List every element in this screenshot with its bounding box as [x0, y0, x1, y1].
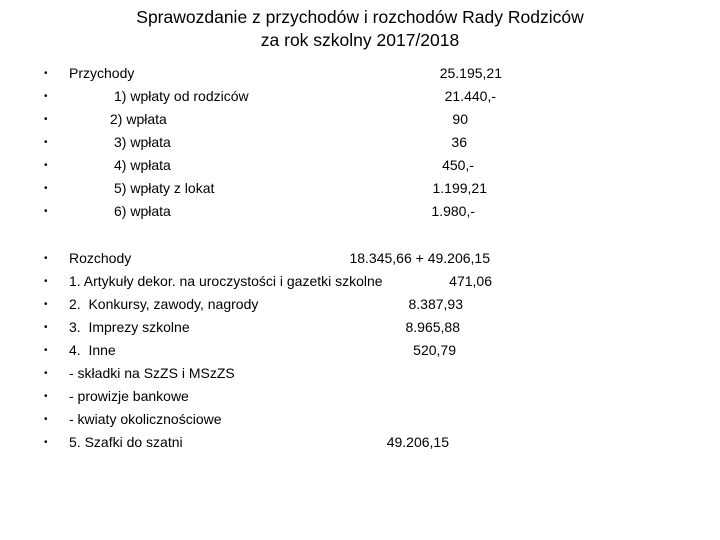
- expense-item-amount: 8.965,88: [405, 319, 460, 335]
- expense-item-label: 4. Inne: [69, 342, 116, 358]
- expense-item-label: - składki na SzZS i MSzZS: [69, 365, 235, 381]
- expense-item-label: - prowizje bankowe: [69, 388, 189, 404]
- income-item-amount: 90: [452, 111, 468, 127]
- bullet: •: [44, 137, 48, 148]
- income-item-amount: 450,-: [442, 157, 474, 173]
- report-title: [0, 6, 720, 52]
- bullet: •: [44, 322, 48, 333]
- bullet: •: [44, 68, 48, 79]
- expense-item-label: 3. Imprezy szkolne: [69, 319, 190, 335]
- income-item-row: [0, 154, 720, 177]
- bullet: •: [44, 345, 48, 356]
- bullet: •: [44, 391, 48, 402]
- expense-item-row: [0, 362, 720, 385]
- income-header-row: [0, 62, 720, 85]
- income-item-label: 1) wpłaty od rodziców: [114, 88, 249, 104]
- expense-item-amount: 520,79: [413, 342, 456, 358]
- expense-item-row: [0, 431, 720, 454]
- expense-item-label: 2. Konkursy, zawody, nagrody: [69, 296, 259, 312]
- expense-item-row: [0, 385, 720, 408]
- income-item-row: [0, 131, 720, 154]
- expense-item-label: 1. Artykuły dekor. na uroczystości i gazetki szkolne: [69, 273, 383, 289]
- income-item-row: [0, 177, 720, 200]
- report-title-line-2: za rok szkolny 2017/2018: [260, 30, 460, 50]
- bullet: •: [44, 299, 48, 310]
- income-total-amount: 25.195,21: [439, 65, 502, 81]
- income-item-label: 6) wpłata: [114, 203, 171, 219]
- bullet: •: [44, 414, 48, 425]
- expense-item-row: [0, 270, 720, 293]
- bullet: •: [44, 276, 48, 287]
- income-item-row: [0, 108, 720, 131]
- expenses-header-label: Rozchody: [69, 250, 132, 266]
- expense-item-row: [0, 408, 720, 431]
- bullet: •: [44, 114, 48, 125]
- expense-item-label: 5. Szafki do szatni: [69, 434, 183, 450]
- bullet: •: [44, 183, 48, 194]
- expense-item-row: [0, 316, 720, 339]
- income-item-row: [0, 200, 720, 223]
- income-item-amount: 21.440,-: [444, 88, 496, 104]
- report-title-line-1: Sprawozdanie z przychodów i rozchodów Rady Rodziców: [136, 7, 584, 27]
- income-header-label: Przychody: [69, 65, 135, 81]
- bullet: •: [44, 437, 48, 448]
- bullet: •: [44, 206, 48, 217]
- expense-item-amount: 8.387,93: [408, 296, 463, 312]
- expense-item-amount: 471,06: [449, 273, 492, 289]
- bullet: •: [44, 253, 48, 264]
- expense-item-row: [0, 339, 720, 362]
- bullet: •: [44, 91, 48, 102]
- income-item-label: 4) wpłata: [114, 157, 171, 173]
- expense-item-amount: 49.206,15: [386, 434, 449, 450]
- bullet: •: [44, 160, 48, 171]
- income-item-label: 3) wpłata: [114, 134, 171, 150]
- income-item-label: 2) wpłata: [110, 111, 167, 127]
- expenses-total-amount: 18.345,66 + 49.206,15: [349, 250, 490, 266]
- income-item-row: [0, 85, 720, 108]
- income-item-amount: 1.980,-: [431, 203, 475, 219]
- expense-item-label: - kwiaty okolicznościowe: [69, 411, 222, 427]
- expense-item-row: [0, 293, 720, 316]
- income-item-amount: 1.199,21: [432, 180, 487, 196]
- income-item-amount: 36: [451, 134, 467, 150]
- expenses-header-row: [0, 247, 720, 270]
- income-item-label: 5) wpłaty z lokat: [114, 180, 215, 196]
- bullet: •: [44, 368, 48, 379]
